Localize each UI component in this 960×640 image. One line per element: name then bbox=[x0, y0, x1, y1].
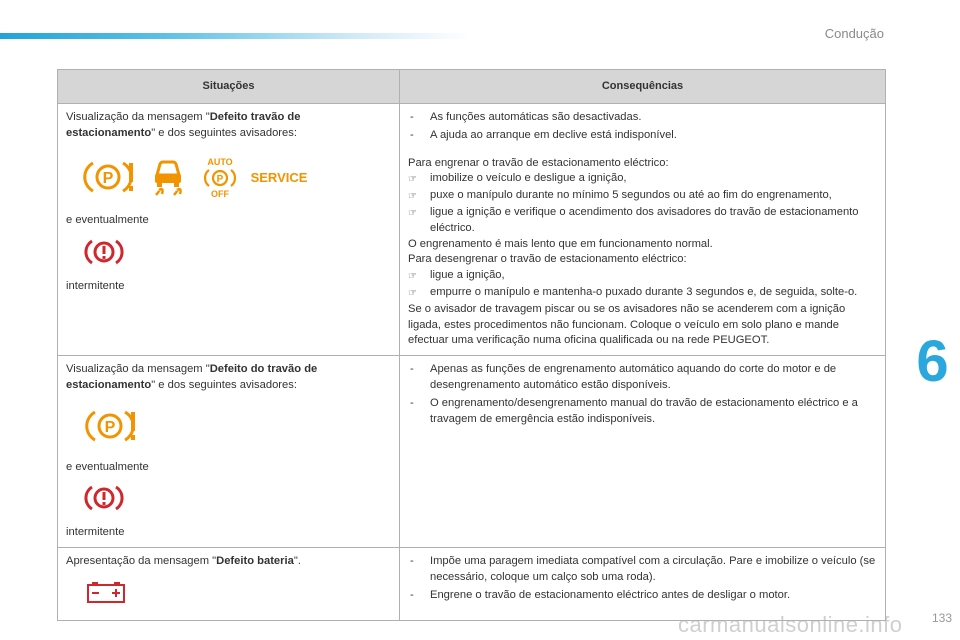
brake-warning-icon bbox=[86, 237, 122, 273]
column-header-consequences: Consequências bbox=[400, 70, 886, 104]
blinking-label: intermitente bbox=[66, 526, 125, 539]
situation-text: Apresentação da mensagem "Defeito bateria". bbox=[66, 554, 301, 567]
service-icon bbox=[250, 167, 308, 193]
warning-icons bbox=[86, 483, 391, 519]
situation-text: Visualização da mensagem "Defeito travão de estacionamento" e dos seguintes avisadores: bbox=[66, 111, 301, 139]
brake-warning-icon bbox=[86, 483, 122, 519]
table-row bbox=[58, 104, 886, 356]
list-item: ☞ ligue a ignição e verifique o acendimento dos avisadores do travão de estacionamento eléctrico. bbox=[408, 205, 859, 234]
chapter-number: 6 bbox=[916, 329, 949, 394]
warning-icons bbox=[86, 580, 391, 610]
list-item: - A ajuda ao arranque em declive está indisponível. bbox=[410, 128, 677, 141]
situation-cell bbox=[58, 104, 400, 356]
situation-text: Visualização da mensagem "Defeito do travão de estacionamento" e dos seguintes avisadores: bbox=[66, 363, 318, 391]
list-item: ☞ empurre o manípulo e mantenha-o puxado durante 3 segundos e, de seguida, solte-o. bbox=[408, 285, 858, 299]
situation-cell bbox=[58, 356, 400, 548]
header-accent-bar bbox=[0, 33, 470, 39]
page-number: 133 bbox=[931, 611, 952, 625]
blinking-label: intermitente bbox=[66, 279, 125, 292]
svg-text:SERVICE: SERVICE bbox=[250, 169, 308, 185]
list-item: ☞ ligue a ignição, bbox=[408, 269, 505, 283]
list-item: ☞ imobilize o veículo e desligue a ignição, bbox=[408, 172, 627, 186]
list-item: - Impõe uma paragem imediata compatível com a circulação. Pare e imobilize o veículo (se necessário, coloque um calço sob uma roda). bbox=[410, 554, 876, 583]
consequence-cell bbox=[400, 356, 886, 548]
table-row bbox=[58, 356, 886, 548]
parking-brake-fault-icon bbox=[84, 157, 136, 203]
svg-text:AUTO: AUTO bbox=[207, 156, 233, 167]
table-header-row bbox=[58, 70, 886, 104]
slow-note: O engrenamento é mais lento que em funcionamento normal. bbox=[408, 237, 713, 250]
warning-icons bbox=[86, 406, 391, 452]
auto-off-parking-icon bbox=[200, 156, 240, 204]
svg-text:P: P bbox=[104, 418, 116, 436]
list-item: ☞ puxe o manípulo durante no mínimo 5 segundos ou até ao fim do engrenamento, bbox=[408, 189, 832, 203]
column-header-situations: Situações bbox=[58, 70, 400, 104]
warning-icons bbox=[84, 156, 391, 204]
consequence-cell bbox=[400, 547, 886, 620]
battery-icon bbox=[86, 580, 126, 610]
svg-text:OFF: OFF bbox=[211, 188, 229, 199]
engage-title: Para engrenar o travão de estacionamento eléctrico: bbox=[408, 156, 669, 169]
eventual-label: e eventualmente bbox=[66, 214, 149, 227]
list-item: - Apenas as funções de engrenamento automático aquando do corte do motor e de desengrenamento automático estão disponíveis. bbox=[410, 363, 837, 391]
chapter-tab bbox=[905, 326, 960, 398]
svg-text:P: P bbox=[216, 173, 224, 185]
eventual-label: e eventualmente bbox=[66, 460, 149, 473]
disengage-title: Para desengrenar o travão de estacionamento eléctrico: bbox=[408, 253, 687, 266]
warning-icons bbox=[86, 237, 391, 273]
consequence-cell bbox=[400, 104, 886, 356]
list-item: - As funções automáticas são desactivadas. bbox=[410, 111, 642, 123]
esp-skid-icon bbox=[150, 157, 186, 203]
table-row bbox=[58, 547, 886, 620]
situation-cell bbox=[58, 547, 400, 620]
warning-table bbox=[57, 69, 886, 621]
section-title: Condução bbox=[824, 26, 884, 41]
list-item: - Engrene o travão de estacionamento eléctrico antes de desligar o motor. bbox=[410, 588, 791, 601]
watermark: carmanualsonline.info bbox=[678, 612, 903, 637]
final-note: Se o avisador de travagem piscar ou se os avisadores não se acenderem com a ignição ligada, estes procedimentos não funcionam. Coloque o veículo em solo plano e mande efectuar uma verificação numa oficina qualificada ou na rede PEUGEOT. bbox=[408, 302, 846, 347]
svg-text:P: P bbox=[102, 169, 114, 187]
list-item: - O engrenamento/desengrenamento manual do travão de estacionamento eléctrico e a travagem de emergência estão indisponíveis. bbox=[410, 396, 858, 425]
parking-brake-fault-icon bbox=[86, 406, 138, 452]
